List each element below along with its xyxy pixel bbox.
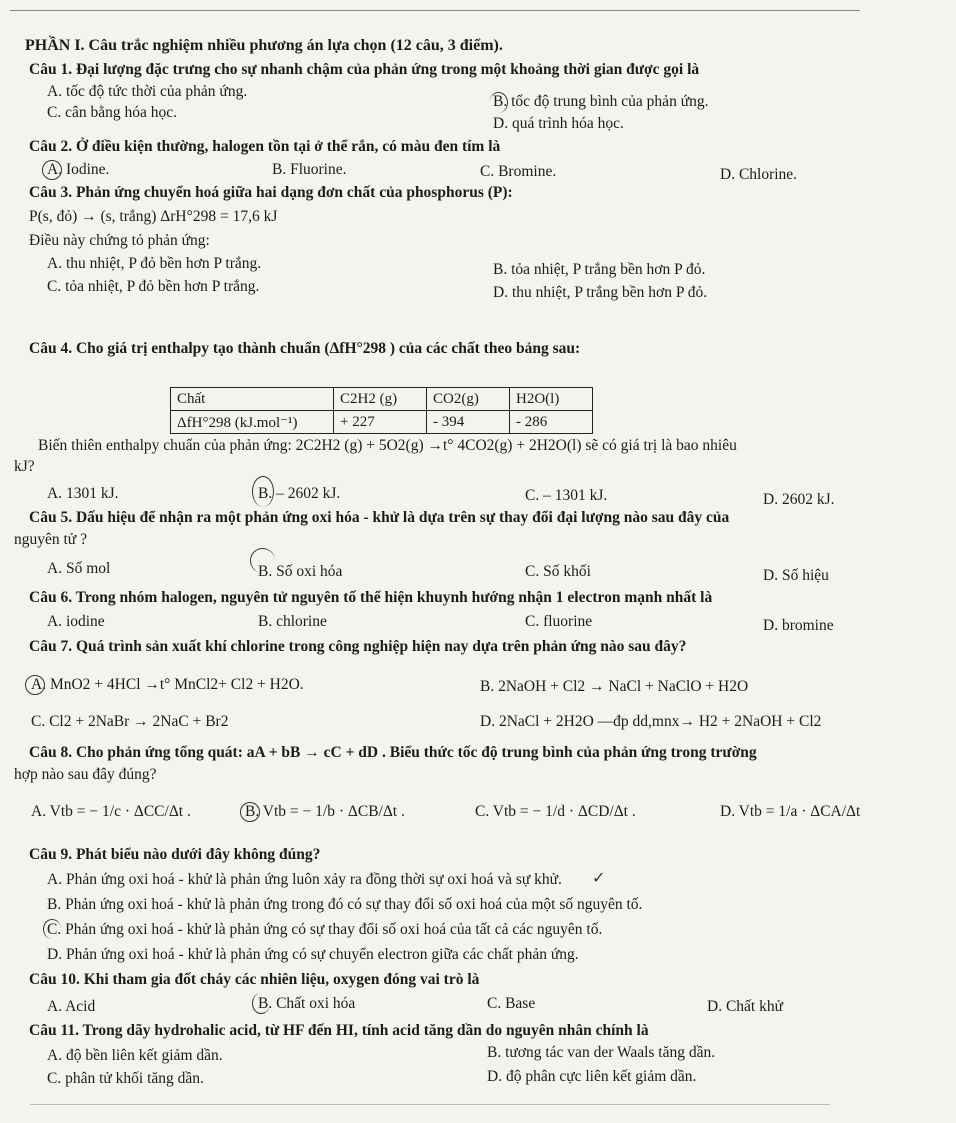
q6-option-a[interactable]: A. iodine [47, 613, 105, 630]
q7-option-d[interactable]: D. 2NaCl + 2H2O —đp dd,mnx→ H2 + 2NaOH + Cl2 [480, 713, 822, 730]
table-row-label: ΔfH°298 (kJ.mol⁻¹) [171, 411, 334, 434]
q2-option-b[interactable]: B. Fluorine. [272, 161, 347, 178]
q6-stem: Câu 6. Trong nhóm halogen, nguyên tử nguyên tố thể hiện khuynh hướng nhận 1 electron mạnh nhất là [29, 589, 713, 606]
q7-option-a[interactable]: A. MnO2 + 4HCl →t° MnCl2+ Cl2 + H2O. [31, 676, 304, 693]
q5-option-b[interactable]: B. Số oxi hóa [258, 563, 343, 580]
q4-option-a[interactable]: A. 1301 kJ. [47, 485, 119, 502]
q5-option-d[interactable]: D. Số hiệu [763, 567, 829, 584]
enthalpy-table [170, 387, 593, 434]
q5-option-c[interactable]: C. Số khối [525, 563, 591, 580]
answer-mark-q7 [25, 675, 45, 695]
q2-option-c[interactable]: C. Bromine. [480, 163, 557, 180]
q4-stem: Câu 4. Cho giá trị enthalpy tạo thành chuẩn (ΔfH°298 ) của các chất theo bảng sau: [29, 340, 581, 357]
q3-option-a[interactable]: A. thu nhiệt, P đỏ bền hơn P trắng. [47, 255, 262, 272]
q11-option-c[interactable]: C. phân tử khối tăng dần. [47, 1070, 204, 1087]
top-rule [10, 10, 860, 11]
q4-option-d[interactable]: D. 2602 kJ. [763, 491, 835, 508]
q7-option-b[interactable]: B. 2NaOH + Cl2 → NaCl + NaClO + H2O [480, 678, 749, 695]
q5-stem-line1: Câu 5. Dấu hiệu để nhận ra một phản ứng oxi hóa - khử là dựa trên sự thay đổi đại lượng nào sau đây của [29, 509, 730, 526]
answer-mark-q10 [252, 993, 270, 1014]
q2-option-a[interactable]: A. Iodine. [47, 161, 110, 178]
answer-mark-q2 [42, 160, 62, 180]
q9-option-d[interactable]: D. Phản ứng oxi hoá - khử là phản ứng có sự chuyển electron giữa các chất phản ứng. [47, 946, 579, 963]
table-header-cell: Chất [171, 388, 334, 411]
q10-option-c[interactable]: C. Base [487, 995, 536, 1012]
q8-stem-line2: hợp nào sau đây đúng? [14, 766, 157, 783]
q6-option-b[interactable]: B. chlorine [258, 613, 327, 630]
q11-option-b[interactable]: B. tương tác van der Waals tăng dần. [487, 1044, 716, 1061]
q11-option-d[interactable]: D. độ phân cực liên kết giảm dần. [487, 1068, 697, 1085]
check-mark-icon: ✓ [592, 868, 606, 887]
q9-option-c[interactable]: C. Phản ứng oxi hoá - khử là phản ứng có sự thay đổi số oxi hoá của tất cả các nguyên tố. [47, 921, 603, 938]
q4-option-c[interactable]: C. – 1301 kJ. [525, 487, 608, 504]
q3-option-d[interactable]: D. thu nhiệt, P trắng bền hơn P đỏ. [493, 284, 708, 301]
q10-option-b[interactable]: B. Chất oxi hóa [258, 995, 356, 1012]
answer-mark-q9 [43, 919, 61, 939]
q2-option-d[interactable]: D. Chlorine. [720, 166, 798, 183]
q3-option-b[interactable]: B. tỏa nhiệt, P trắng bền hơn P đỏ. [493, 261, 706, 278]
table-header-cell: CO2(g) [427, 388, 510, 411]
q8-option-b[interactable]: B. Vtb = − 1/b · ΔCB/Δt . [245, 803, 405, 820]
table-cell: - 394 [427, 411, 510, 434]
q6-option-c[interactable]: C. fluorine [525, 613, 593, 630]
q3-equation: P(s, đỏ) → (s, trắng) ΔrH°298 = 17,6 kJ [29, 208, 278, 225]
q8-option-d[interactable]: D. Vtb = 1/a · ΔCA/Δt [720, 803, 861, 820]
table-row [171, 388, 593, 411]
q2-stem: Câu 2. Ở điều kiện thường, halogen tồn tại ở thể rắn, có màu đen tím là [29, 138, 501, 155]
answer-mark-q1 [489, 92, 508, 113]
q1-option-a[interactable]: A. tốc độ tức thời của phản ứng. [47, 83, 248, 100]
q3-note: Điều này chứng tỏ phản ứng: [29, 232, 210, 249]
answer-mark-q8 [240, 802, 260, 822]
q1-stem: Câu 1. Đại lượng đặc trưng cho sự nhanh chậm của phản ứng trong một khoảng thời gian được gọi là [29, 61, 700, 78]
q10-option-a[interactable]: A. Acid [47, 998, 96, 1015]
q11-stem: Câu 11. Trong dãy hydrohalic acid, từ HF đến HI, tính acid tăng dần do nguyên nhân chính là [29, 1022, 649, 1039]
q8-option-c[interactable]: C. Vtb = − 1/d · ΔCD/Δt . [475, 803, 636, 820]
table-cell: + 227 [334, 411, 427, 434]
table-header-cell: C2H2 (g) [334, 388, 427, 411]
q8-stem-line1: Câu 8. Cho phản ứng tổng quát: aA + bB → cC + dD . Biểu thức tốc độ trung bình của phản ứng trong trường [29, 744, 757, 761]
q5-option-a[interactable]: A. Số mol [47, 560, 111, 577]
q7-stem: Câu 7. Quá trình sản xuất khí chlorine trong công nghiệp hiện nay dựa trên phản ứng nào sau đây? [29, 638, 687, 655]
q3-option-c[interactable]: C. tỏa nhiệt, P đỏ bền hơn P trắng. [47, 278, 260, 295]
q7-option-c[interactable]: C. Cl2 + 2NaBr → 2NaC + Br2 [31, 713, 229, 730]
q11-option-a[interactable]: A. độ bền liên kết giảm dần. [47, 1047, 223, 1064]
q1-option-d[interactable]: D. quá trình hóa học. [493, 115, 624, 132]
bottom-rule [30, 1104, 830, 1105]
q1-option-b[interactable]: B. tốc độ trung bình của phản ứng. [493, 93, 709, 110]
q4-question-line2: kJ? [14, 458, 35, 475]
q9-option-b[interactable]: B. Phản ứng oxi hoá - khử là phản ứng trong đó có sự thay đổi số oxi hoá của một số nguyên tố. [47, 896, 643, 913]
q10-stem: Câu 10. Khi tham gia đốt cháy các nhiên liệu, oxygen đóng vai trò là [29, 971, 480, 988]
table-header-cell: H2O(l) [510, 388, 593, 411]
q5-stem-line2: nguyên tử ? [14, 531, 87, 548]
section-title: PHẦN I. Câu trắc nghiệm nhiều phương án lựa chọn (12 câu, 3 điểm). [25, 37, 503, 54]
q4-question-line1: Biến thiên enthalpy chuẩn của phản ứng: 2C2H2 (g) + 5O2(g) →t° 4CO2(g) + 2H2O(l) sẽ có giá trị là bao nhiêu [38, 437, 737, 454]
q4-option-b[interactable]: B. – 2602 kJ. [258, 485, 341, 502]
answer-mark-q5 [250, 548, 275, 573]
q9-option-a[interactable]: A. Phản ứng oxi hoá - khử là phản ứng luôn xảy ra đồng thời sự oxi hoá và sự khử. [47, 871, 562, 888]
q10-option-d[interactable]: D. Chất khử [707, 998, 783, 1015]
q1-option-c[interactable]: C. cân bằng hóa học. [47, 104, 177, 121]
q9-stem: Câu 9. Phát biểu nào dưới đây không đúng? [29, 846, 321, 863]
q6-option-d[interactable]: D. bromine [763, 617, 834, 634]
q8-option-a[interactable]: A. Vtb = − 1/c · ΔCC/Δt . [31, 803, 191, 820]
table-cell: - 286 [510, 411, 593, 434]
table-row [171, 411, 593, 434]
answer-mark-q4 [252, 476, 274, 507]
q3-stem: Câu 3. Phản ứng chuyển hoá giữa hai dạng đơn chất của phosphorus (P): [29, 184, 513, 201]
